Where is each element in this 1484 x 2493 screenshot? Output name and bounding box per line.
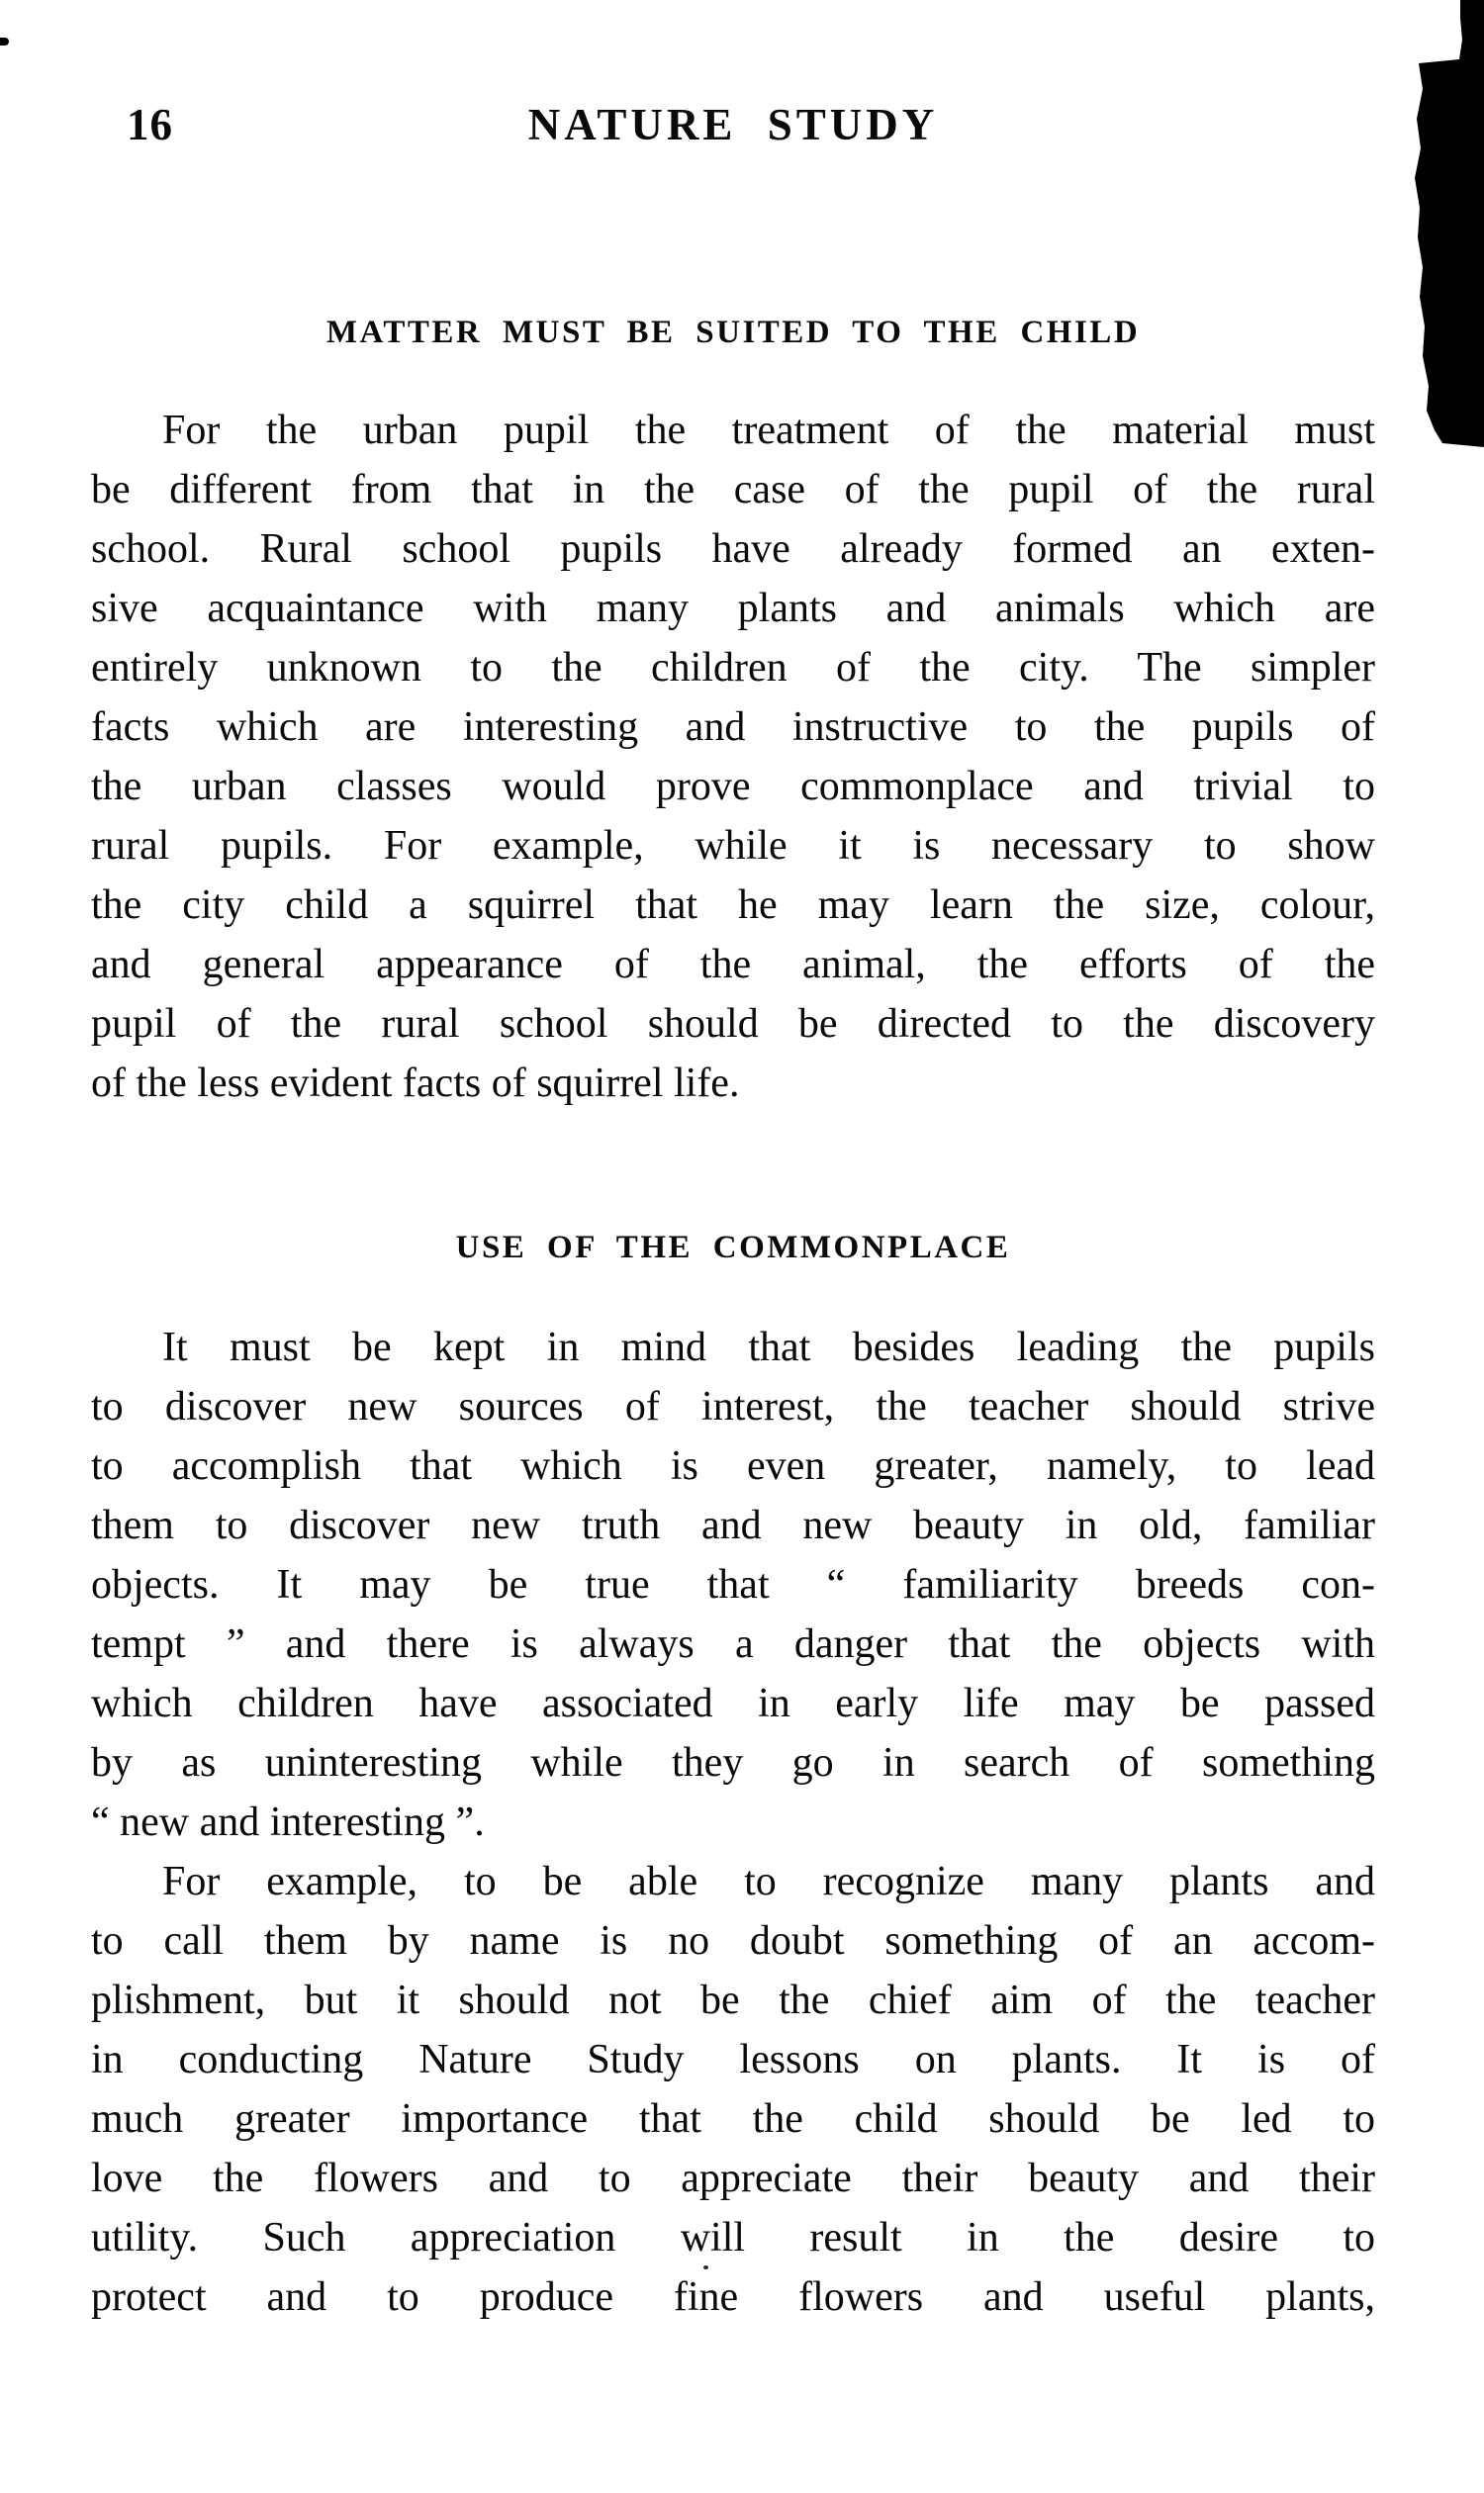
text-line: to call them by name is no doubt something of an accom- xyxy=(91,1918,1375,1964)
text-line: be different from that in the case of the pupil of the rural xyxy=(91,467,1375,512)
text-line: pupil of the rural school should be directed to the discovery xyxy=(91,1001,1375,1047)
text-line: the urban classes would prove commonplace and trivial to xyxy=(91,764,1375,809)
text-line: It must be kept in mind that besides leading the pupils xyxy=(162,1325,1375,1370)
text-line: by as uninteresting while they go in search of something xyxy=(91,1740,1375,1786)
text-line: to discover new sources of interest, the teacher should strive xyxy=(91,1384,1375,1430)
running-header xyxy=(91,99,1375,148)
page-number: 16 xyxy=(127,100,173,149)
text-line: sive acquaintance with many plants and animals which are xyxy=(91,586,1375,631)
text-line: of the less evident facts of squirrel life. xyxy=(91,1061,740,1106)
paragraph xyxy=(91,1852,1375,2327)
text-line: school. Rural school pupils have already formed an exten- xyxy=(91,526,1375,572)
paragraph xyxy=(91,401,1375,1113)
text-line: which children have associated in early life may be passed xyxy=(91,1681,1375,1726)
scan-speck-artifact xyxy=(0,38,9,46)
text-line: “ new and interesting ”. xyxy=(91,1800,485,1845)
text-line: in conducting Nature Study lessons on plants. It is of xyxy=(91,2037,1375,2082)
text-line: utility. Such appreciation will result in the desire to xyxy=(91,2215,1375,2261)
scan-edge-artifact xyxy=(1405,0,1484,455)
text-line: For example, to be able to recognize many plants and xyxy=(162,1859,1375,1904)
text-line: protect and to produce fine flowers and useful plants, xyxy=(91,2274,1375,2320)
text-line: the city child a squirrel that he may learn the size, colour, xyxy=(91,882,1375,928)
paragraph xyxy=(91,1318,1375,1852)
text-line: love the flowers and to appreciate their beauty and their xyxy=(91,2156,1375,2201)
text-line: rural pupils. For example, while it is necessary to show xyxy=(91,823,1375,869)
text-line: facts which are interesting and instructive to the pupils of xyxy=(91,704,1375,750)
text-line: entirely unknown to the children of the city. The simpler xyxy=(91,645,1375,691)
running-title: NATURE STUDY xyxy=(527,100,939,149)
scan-dot-artifact xyxy=(703,2265,708,2269)
text-line: to accomplish that which is even greater, namely, to lead xyxy=(91,1443,1375,1489)
text-line: objects. It may be true that “ familiarity breeds con- xyxy=(91,1562,1375,1608)
text-line: and general appearance of the animal, the efforts of the xyxy=(91,942,1375,987)
text-line: them to discover new truth and new beauty in old, familiar xyxy=(91,1503,1375,1548)
text-line: tempt ” and there is always a danger that the objects with xyxy=(91,1621,1375,1667)
text-column xyxy=(91,315,1375,2327)
section-heading: USE OF THE COMMONPLACE xyxy=(455,1230,1011,1265)
text-line: For the urban pupil the treatment of the material must xyxy=(162,408,1375,453)
section-heading: MATTER MUST BE SUITED TO THE CHILD xyxy=(325,315,1141,350)
text-line: plishment, but it should not be the chief aim of the teacher xyxy=(91,1978,1375,2023)
text-line: much greater importance that the child should be led to xyxy=(91,2096,1375,2142)
